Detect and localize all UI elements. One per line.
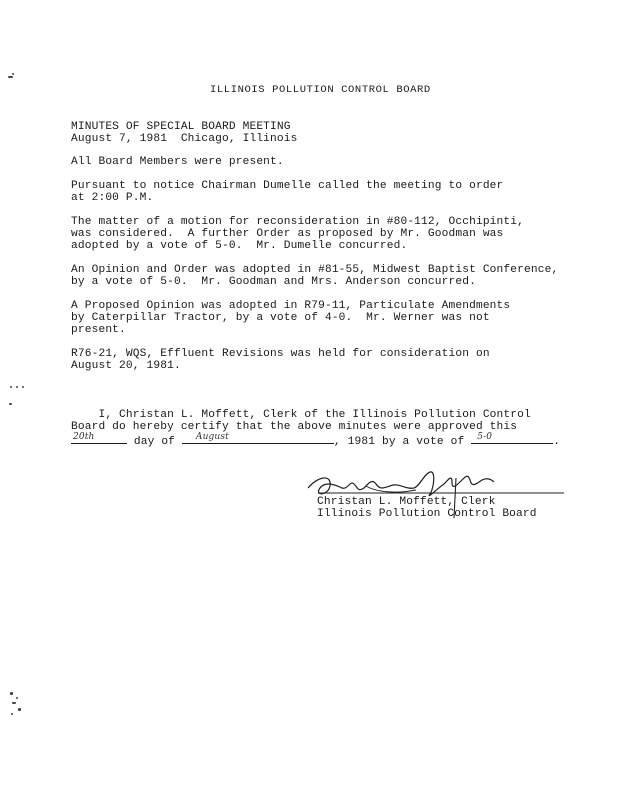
paragraph-line: adopted by a vote of 5-0. Mr. Dumelle concurred. bbox=[71, 240, 408, 252]
scan-speck bbox=[8, 76, 13, 78]
signature-stroke bbox=[366, 486, 416, 492]
paragraph-line: The matter of a motion for reconsideration in #80-112, Occhipinti, bbox=[71, 216, 524, 228]
paragraph-line: present. bbox=[71, 324, 126, 336]
month-blank bbox=[182, 433, 334, 444]
minutes-heading: MINUTES OF SPECIAL BOARD MEETING bbox=[71, 121, 291, 133]
scan-speck bbox=[12, 73, 14, 75]
scan-speck bbox=[16, 697, 18, 699]
day-blank bbox=[71, 433, 127, 444]
paragraph-line: A Proposed Opinion was adopted in R79-11, Particulate Amendments bbox=[71, 300, 511, 312]
scan-speck bbox=[10, 692, 13, 695]
paragraph-line: by Caterpillar Tractor, by a vote of 4-0. Mr. Werner was not bbox=[71, 312, 490, 324]
scan-speck bbox=[11, 713, 13, 715]
paragraph-line: was considered. A further Order as proposed by Mr. Goodman was bbox=[71, 228, 504, 240]
certification-line: Board do hereby certify that the above minutes were approved this bbox=[71, 421, 518, 433]
scan-speck bbox=[18, 708, 21, 711]
scan-speck bbox=[12, 702, 16, 704]
paragraph-line: at 2:00 P.M. bbox=[71, 192, 154, 204]
meeting-date-place: August 7, 1981 Chicago, Illinois bbox=[71, 133, 298, 145]
day-of-label: day of bbox=[127, 436, 182, 448]
paragraph-line: August 20, 1981. bbox=[71, 360, 181, 372]
vote-blank bbox=[471, 433, 553, 444]
scan-speck bbox=[10, 386, 12, 388]
paragraph-line: An Opinion and Order was adopted in #81-55, Midwest Baptist Conference, bbox=[71, 264, 559, 276]
paragraph-line: by a vote of 5-0. Mr. Goodman and Mrs. Anderson concurred. bbox=[71, 276, 476, 288]
handwritten-vote: 5-0 bbox=[477, 432, 493, 442]
attendance-text: All Board Members were present. bbox=[71, 156, 284, 168]
paragraph-line: R76-21, WQS, Effluent Revisions was held for consideration on bbox=[71, 348, 490, 360]
handwritten-day: 20th bbox=[73, 432, 95, 442]
paragraph-line: Pursuant to notice Chairman Dumelle called the meeting to order bbox=[71, 180, 504, 192]
end-period: . bbox=[553, 436, 561, 448]
certification-fill-line bbox=[71, 433, 560, 448]
handwritten-month: August bbox=[195, 432, 229, 442]
signer-name-title: Christan L. Moffett, Clerk bbox=[317, 496, 496, 508]
scan-speck bbox=[22, 386, 24, 388]
scan-speck bbox=[16, 386, 18, 388]
scan-speck bbox=[9, 403, 12, 405]
page-title: ILLINOIS POLLUTION CONTROL BOARD bbox=[210, 84, 431, 96]
signer-organization: Illinois Pollution Control Board bbox=[317, 508, 537, 520]
year-vote-label: , 1981 by a vote of bbox=[333, 436, 472, 448]
certification-line: I, Christan L. Moffett, Clerk of the Illinois Pollution Control bbox=[71, 409, 531, 421]
